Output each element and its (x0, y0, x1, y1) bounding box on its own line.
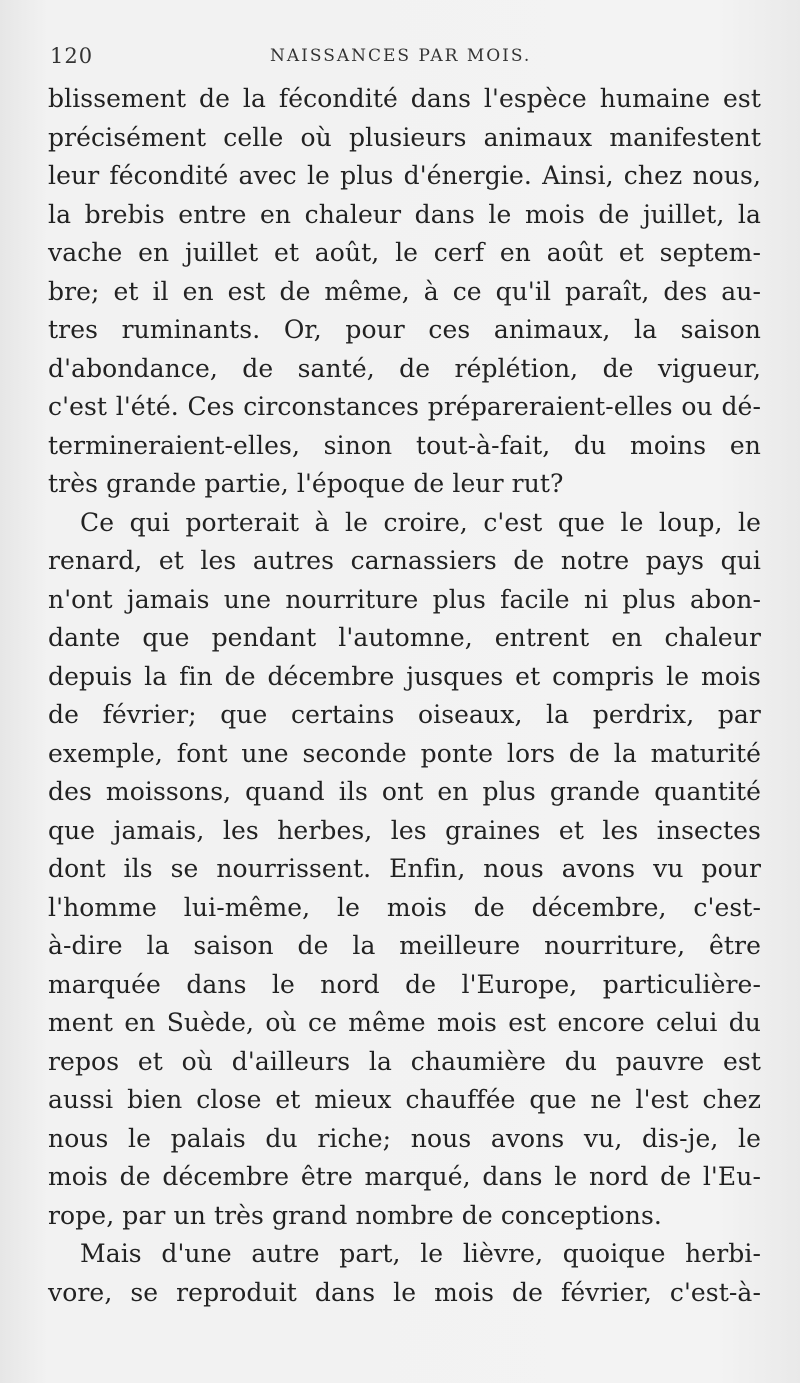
text-line: Mais d'une autre part, le lièvre, quoique herbi- (80, 1239, 761, 1268)
text-line: précisément celle où plusieurs animaux manifestent (48, 122, 761, 152)
text-line: exemple, font une seconde ponte lors de la maturité (48, 738, 761, 768)
text-line: à-dire la saison de la meilleure nourriture, être (48, 931, 761, 960)
text-line: termineraient-elles, sinon tout-à-fait, du moins en (48, 430, 761, 460)
text-line: d'abondance, de santé, de réplétion, de vigueur, (48, 353, 761, 383)
text-line: dante que pendant l'automne, entrent en chaleur (48, 623, 761, 652)
text-line: blissement de la fécondité dans l'espèce humaine est (48, 84, 761, 113)
text-line: mois de décembre être marqué, dans le nord de l'Eu- (48, 1162, 761, 1191)
text-line: ment en Suède, où ce même mois est encore celui du (48, 1008, 761, 1037)
text-line: vore, se reproduit dans le mois de février, c'est-à- (48, 1277, 761, 1307)
text-line: l'homme lui-même, le mois de décembre, c'est- (48, 892, 761, 922)
page-header (40, 40, 760, 70)
text-line: des moissons, quand ils ont en plus grande quantité (48, 777, 761, 806)
text-line: de février; que certains oiseaux, la perdrix, par (48, 700, 761, 729)
text-line: n'ont jamais une nourriture plus facile ni plus abon- (48, 584, 761, 614)
text-line: que jamais, les herbes, les graines et les insectes (48, 815, 761, 845)
text-line: aussi bien close et mieux chauffée que ne l'est chez (48, 1085, 761, 1114)
text-line: la brebis entre en chaleur dans le mois de juillet, la (48, 199, 761, 229)
text-line: vache en juillet et août, le cerf en août et septem- (48, 238, 761, 267)
text-line: c'est l'été. Ces circonstances prépareraient-elles ou dé- (48, 392, 761, 421)
text-line: renard, et les autres carnassiers de notre pays qui (48, 546, 761, 575)
text-line: bre; et il en est de même, à ce qu'il paraît, des au- (48, 276, 761, 306)
page-number: 120 (50, 44, 94, 68)
running-title: NAISSANCES PAR MOIS. (270, 46, 532, 66)
text-line: rope, par un très grand nombre de conceptions. (48, 1200, 662, 1230)
text-line: marquée dans le nord de l'Europe, particulière- (48, 969, 761, 999)
text-line: Ce qui porterait à le croire, c'est que le loup, le (80, 507, 761, 537)
text-line: nous le palais du riche; nous avons vu, dis-je, le (48, 1123, 761, 1153)
text-line: repos et où d'ailleurs la chaumière du pauvre est (48, 1046, 761, 1076)
body-text (48, 80, 761, 1312)
text-line: leur fécondité avec le plus d'énergie. Ainsi, chez nous, (48, 161, 761, 190)
text-line: très grande partie, l'époque de leur rut? (48, 469, 564, 498)
text-line: tres ruminants. Or, pour ces animaux, la saison (48, 315, 761, 344)
text-line: dont ils se nourrissent. Enfin, nous avons vu pour (48, 854, 761, 883)
text-line: depuis la fin de décembre jusques et compris le mois (48, 661, 761, 691)
